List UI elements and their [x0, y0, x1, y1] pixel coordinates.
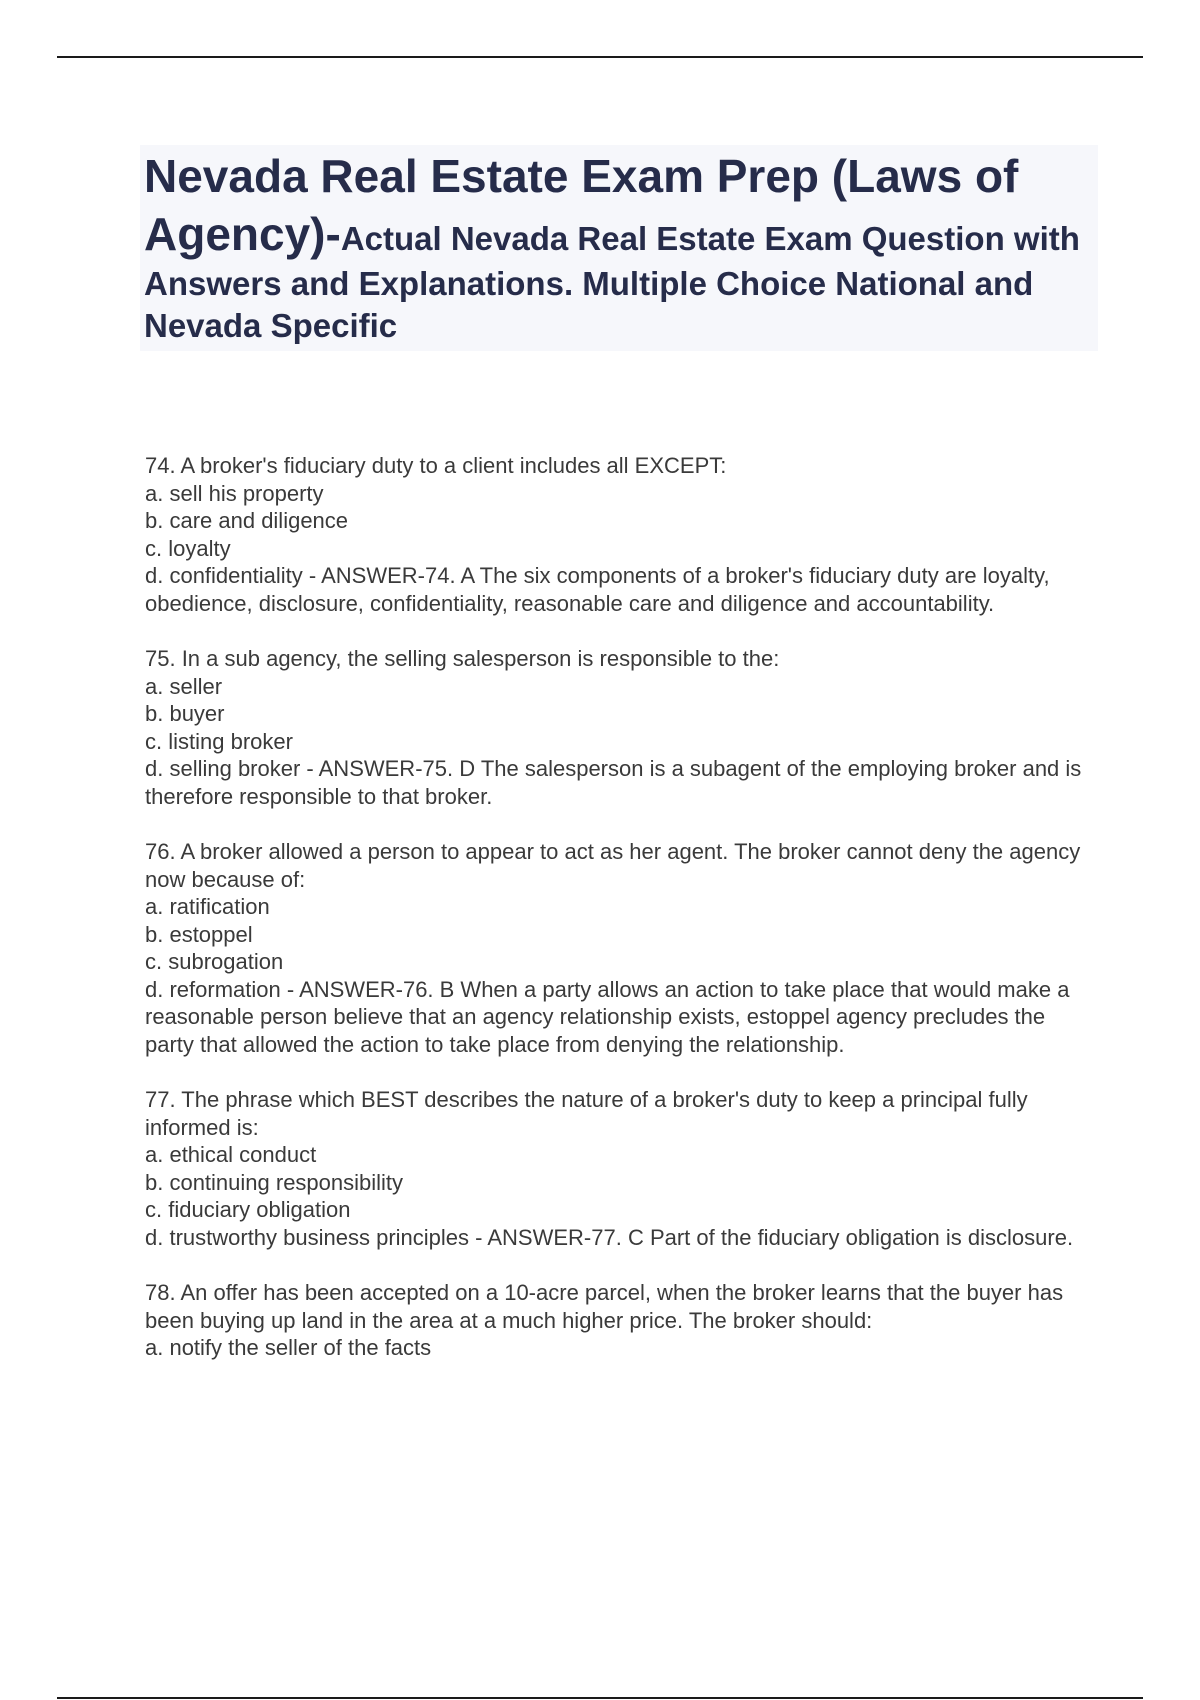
answer-option: c. listing broker [145, 728, 293, 754]
answer-option: a. notify the seller of the facts [145, 1335, 432, 1360]
answer-option: a. seller [145, 673, 223, 699]
answer-option: c. fiduciary obligation [145, 1197, 351, 1222]
answer-option: a. sell his property [145, 480, 324, 506]
question-list [145, 452, 1090, 1390]
answer-option: c. subrogation [145, 949, 284, 974]
question-text: 74. A broker's fiduciary duty to a client includes all EXCEPT: [145, 453, 727, 478]
question-78 [145, 1279, 1090, 1362]
title-subtitle: Actual Nevada Real Estate Exam Question with Answers and Explanations. Multiple Choice National and Nevada Specific [144, 220, 1080, 344]
question-text: 76. A broker allowed a person to appear to act as her agent. The broker cannot deny the agency now because of: [145, 839, 1081, 892]
answer-explanation: d. reformation - ANSWER-76. B When a party allows an action to take place that would make a reasonable person believe that an agency relationship exists, estoppel agency precludes the party that allowed the action to take place from denying the relationship. [145, 976, 1070, 1057]
question-76 [145, 838, 1090, 1058]
bottom-rule [57, 1697, 1143, 1699]
answer-option: b. estoppel [145, 921, 253, 947]
title-large: Nevada Real Estate Exam Prep (Laws of Agency)- [144, 150, 1019, 260]
answer-option: b. care and diligence [145, 508, 349, 533]
question-text: 77. The phrase which BEST describes the nature of a broker's duty to keep a principal fully informed is: [145, 1087, 1028, 1140]
answer-option: b. continuing responsibility [145, 1169, 404, 1195]
answer-option: a. ethical conduct [145, 1142, 317, 1167]
question-74 [145, 452, 1090, 617]
question-text: 75. In a sub agency, the selling salesperson is responsible to the: [145, 646, 780, 671]
answer-option: c. loyalty [145, 535, 231, 561]
document-title [140, 145, 1098, 351]
answer-option: b. buyer [145, 701, 225, 726]
question-75 [145, 645, 1090, 810]
question-text: 78. An offer has been accepted on a 10-acre parcel, when the broker learns that the buyer has been buying up land in the area at a much higher price. The broker should: [145, 1280, 1064, 1333]
answer-explanation: d. selling broker - ANSWER-75. D The salesperson is a subagent of the employing broker and is therefore responsible to that broker. [145, 756, 1082, 809]
answer-option: a. ratification [145, 894, 270, 919]
top-rule [57, 56, 1143, 58]
answer-explanation: d. trustworthy business principles - ANSWER-77. C Part of the fiduciary obligation is disclosure. [145, 1224, 1074, 1250]
answer-explanation: d. confidentiality - ANSWER-74. A The six components of a broker's fiduciary duty are loyalty, obedience, disclosure, confidentiality, reasonable care and diligence and accountability. [145, 563, 1050, 616]
question-77 [145, 1086, 1090, 1251]
